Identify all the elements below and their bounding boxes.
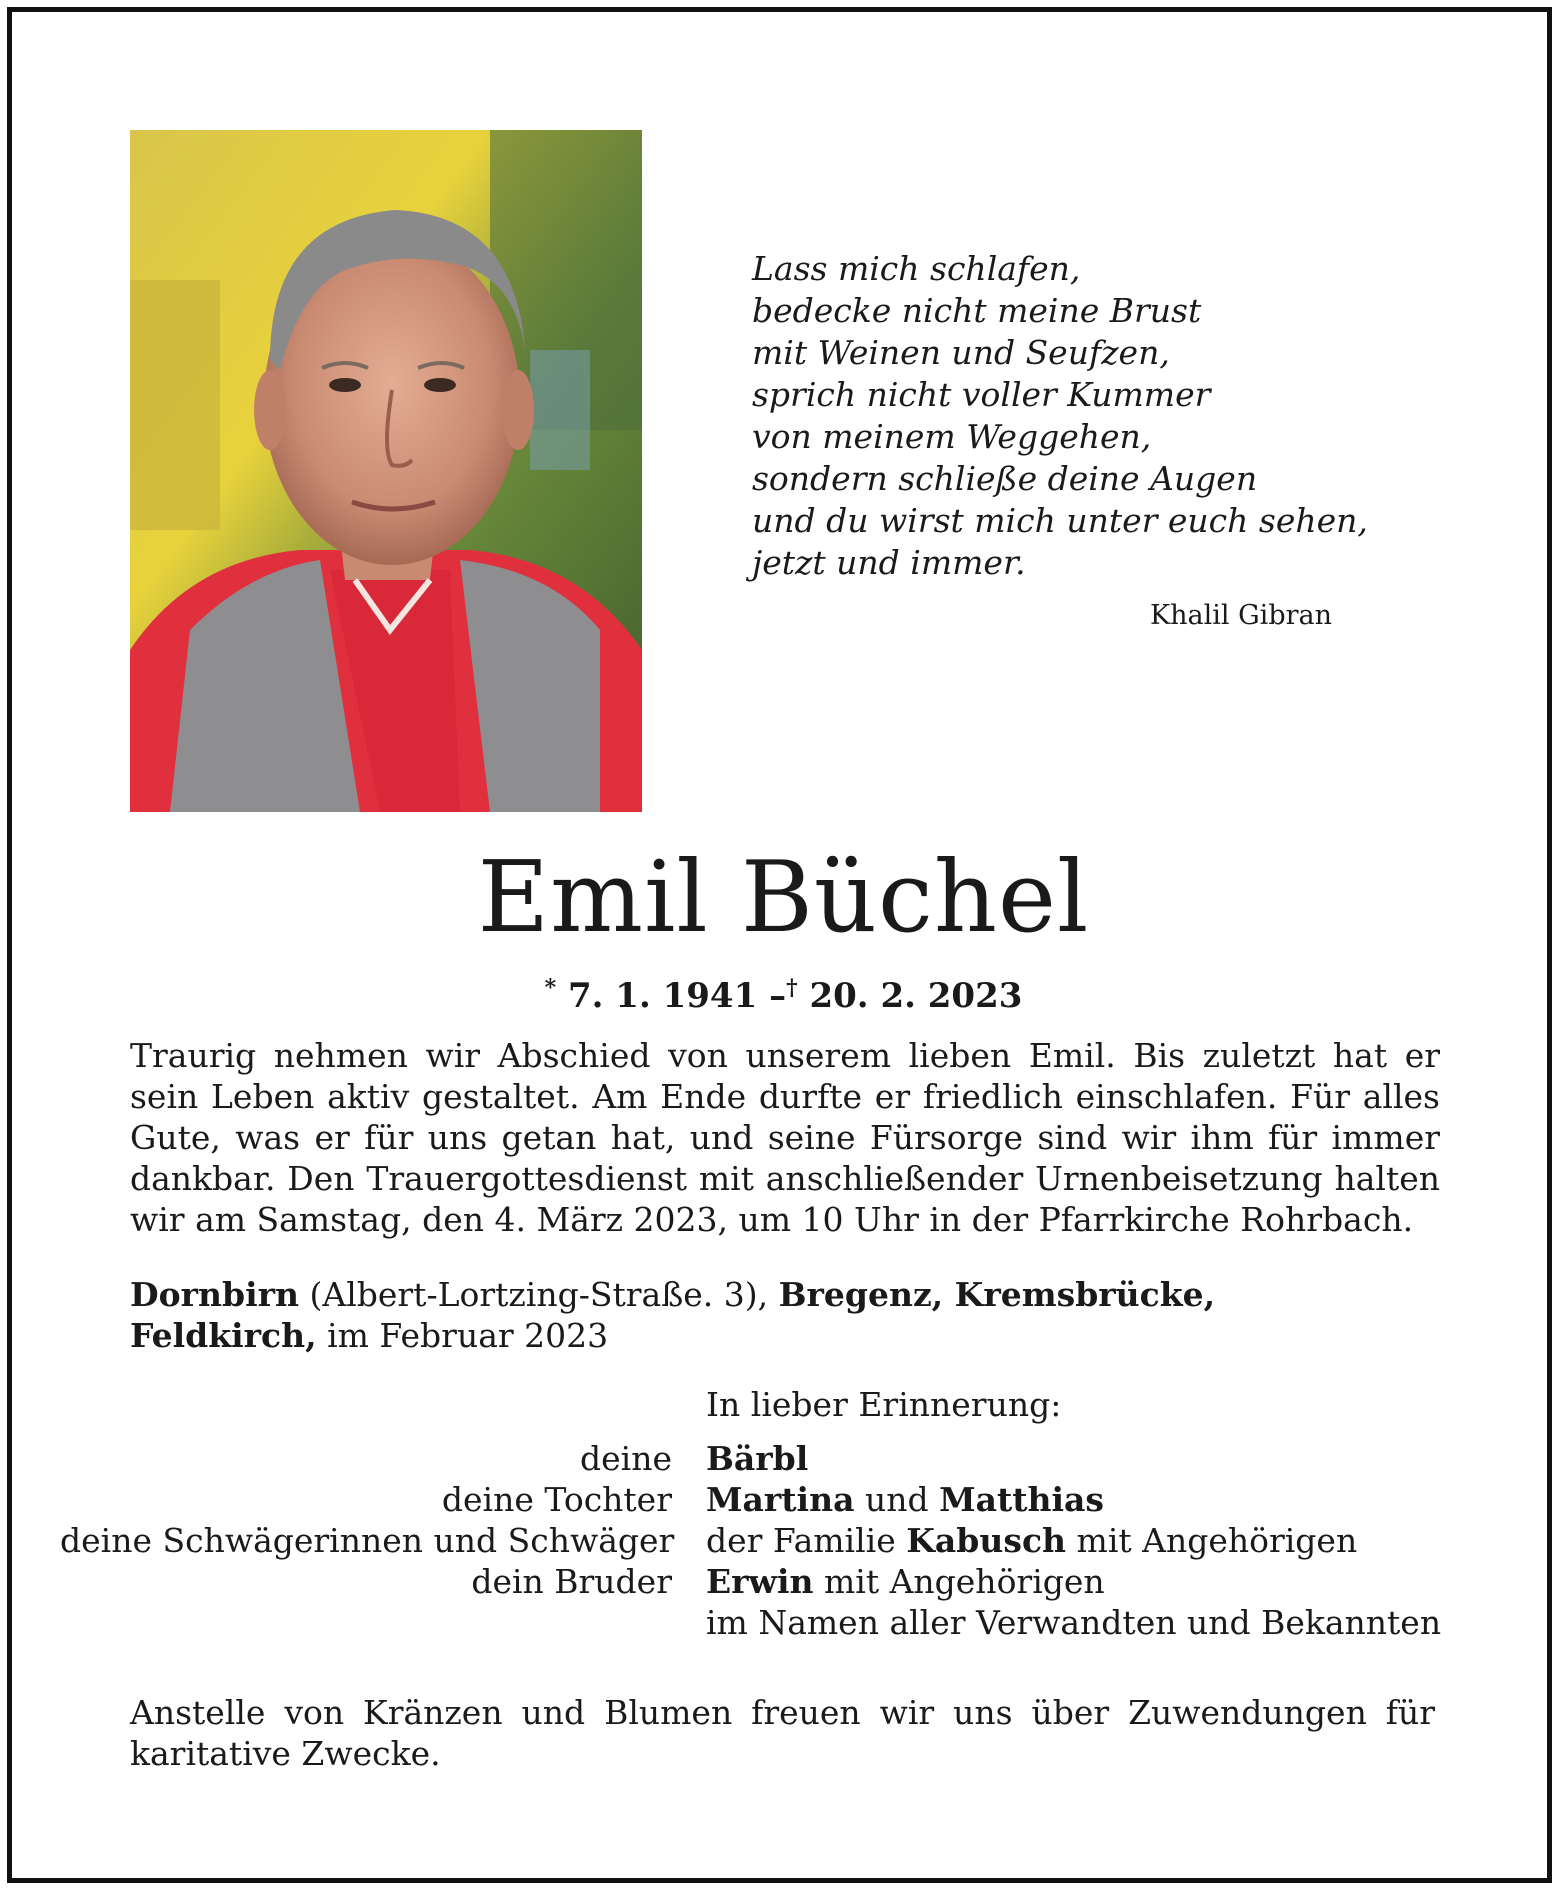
place-month: im Februar 2023 — [316, 1316, 609, 1355]
family-names — [672, 1520, 1357, 1561]
poem-line: von meinem Weggehen, — [752, 417, 1152, 456]
place-dornbirn: Dornbirn — [130, 1275, 299, 1314]
family-relation: deine — [580, 1439, 672, 1478]
deceased-name: Emil Büchel — [477, 841, 1090, 955]
portrait-photo — [130, 130, 642, 812]
poem-line: Lass mich schlafen, — [752, 249, 1081, 288]
poem-line: sprich nicht voller Kummer — [752, 375, 1211, 414]
death-symbol: † — [786, 975, 798, 1001]
family-suffix: mit Angehörigen — [1066, 1521, 1358, 1560]
family-name: Kabusch — [906, 1521, 1067, 1560]
place-address: (Albert-Lortzing-Straße. 3), — [299, 1275, 779, 1314]
family-row — [60, 1520, 1480, 1561]
family-names — [672, 1479, 1104, 1520]
family-relation — [60, 1602, 672, 1643]
family-names — [672, 1561, 1105, 1602]
family-connector: und — [854, 1480, 940, 1519]
family-name: Matthias — [939, 1480, 1104, 1519]
death-date: 20. 2. 2023 — [809, 976, 1023, 1016]
family-list — [60, 1438, 1480, 1643]
family-names — [672, 1438, 808, 1479]
family-prefix: der Familie — [706, 1521, 907, 1560]
place-bregenz-kremsbruecke: Bregenz, Kremsbrücke, — [778, 1275, 1216, 1314]
family-suffix: mit Angehörigen — [813, 1562, 1105, 1601]
portrait-photo-image — [130, 130, 642, 812]
poem-line: bedecke nicht meine Brust — [752, 291, 1202, 330]
family-name: Erwin — [706, 1562, 814, 1601]
place-feldkirch: Feldkirch, — [130, 1316, 317, 1355]
family-closing: im Namen aller Verwandten und Bekannten — [706, 1603, 1442, 1642]
birth-date: 7. 1. 1941 — [567, 976, 758, 1016]
life-dates — [0, 966, 1567, 1018]
places-line — [130, 1274, 1430, 1356]
family-row — [60, 1561, 1480, 1602]
family-relation: deine Tochter — [441, 1480, 672, 1519]
poem — [752, 248, 1372, 584]
family-relation: deine Schwägerinnen und Schwäger — [60, 1521, 675, 1560]
announcement-text: Traurig nehmen wir Abschied von unserem lieben Emil. Bis zuletzt hat er sein Leben aktiv gestaltet. Am Ende durfte er friedlich einschlafen. Für alles Gute, was er für uns getan hat, und seine Fürsorge sind wir ihm für immer dankbar. Den Trauergottesdienst mit anschließender Urnenbeisetzung halten wir am Samstag, den 4. März 2023, um 10 Uhr in der Pfarrkirche Rohrbach. — [130, 1036, 1440, 1239]
poem-line: sondern schließe deine Augen — [752, 459, 1258, 498]
family-name: Martina — [706, 1480, 855, 1519]
family-row — [60, 1438, 1480, 1479]
date-separator: – — [769, 976, 787, 1016]
family-names — [672, 1602, 1441, 1643]
birth-symbol: * — [544, 975, 557, 1001]
family-name: Bärbl — [706, 1439, 809, 1478]
family-relation: dein Bruder — [471, 1562, 672, 1601]
family-row — [60, 1602, 1480, 1643]
donation-note: Anstelle von Kränzen und Blumen freuen wir uns über Zuwendungen für karitative Zwecke. — [130, 1693, 1435, 1773]
poem-line: und du wirst mich unter euch sehen, — [752, 501, 1368, 540]
poem-author: Khalil Gibran — [1149, 600, 1332, 631]
family-row — [60, 1479, 1480, 1520]
poem-line: mit Weinen und Seufzen, — [752, 333, 1170, 372]
poem-line: jetzt und immer. — [752, 543, 1026, 582]
memory-heading: In lieber Erinnerung: — [706, 1385, 1062, 1424]
